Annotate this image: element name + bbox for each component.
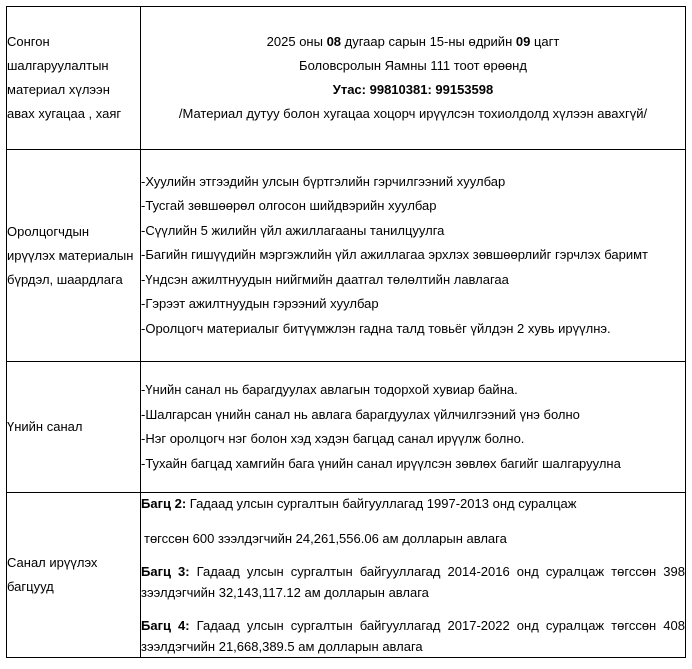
datetime-hour: 09 (515, 34, 531, 49)
tender-info-table (6, 6, 686, 658)
package-name: Багц 2: (141, 496, 187, 511)
price-offer-label: Үнийн санал (7, 362, 141, 493)
list-item: -Оролцогч материалыг битүүмжлэн гадна талд товьёг үйлдэн 2 хувь ирүүлнэ. (141, 320, 611, 336)
list-item: -Нэг оролцогч нэг болон хэд хэдэн багцад санал ирүүлж болно. (141, 431, 525, 446)
list-item: -Багийн гишүүдийн мэргэжлийн үйл ажиллагаа эрхлэх зөвшөөрлийг гэрчлэх баримт (141, 247, 648, 263)
table-row (7, 493, 686, 658)
list-item: -Шалгарсан үнийн санал нь авлага барагдуулах үйлчилгээний үнэ болно (141, 406, 580, 422)
packages-label: Санал ирүүлэх багцууд (7, 493, 141, 658)
datetime-part: дугаар сарын 15-ны өдрийн (341, 34, 516, 49)
table-row (7, 150, 686, 362)
list-item: -Сүүлийн 5 жилийн үйл ажиллагааны танилцуулга (141, 222, 445, 238)
table-row (7, 7, 686, 150)
list-item: -Тухайн багцад хамгийн бага үнийн санал ирүүлсэн зөвлөх багийг шалгаруулна (141, 455, 621, 471)
datetime-part: цагт (530, 34, 560, 49)
list-item: -Тусгай зөвшөөрөл олгосон шийдвэрийн хуулбар (141, 198, 437, 214)
datetime-part: 2025 оны (266, 34, 327, 49)
packages-list (141, 493, 686, 658)
list-item: -Гэрээт ажилтнуудын гэрээний хуулбар (141, 296, 379, 312)
package-4 (141, 615, 685, 657)
required-materials-label: Оролцогчдын ирүүлэх материалын бүрдэл, шаардлага (7, 150, 141, 362)
package-text: Гадаад улсын сургалтын байгууллагад 2017-2022 онд суралцаж төгссөн 408 зээлдэгчийн 21,668,389.5 ам долларын авлага (141, 618, 685, 654)
package-text: Гадаад улсын сургалтын байгууллагад 2014-2016 онд суралцаж төгссөн 398 зээлдэгчийн 32,143,117.12 ам долларын авлага (141, 564, 685, 600)
required-materials-list (141, 150, 686, 362)
submission-address: Боловсролын Яамны 111 тоот өрөөнд (299, 58, 527, 73)
contact-phone: Утас: 99810381: 99153598 (332, 82, 494, 97)
package-name: Багц 3: (141, 564, 190, 579)
package-3 (141, 561, 685, 603)
table-row (7, 362, 686, 493)
list-item: -Үндсэн ажилтнуудын нийгмийн даатгал төлөлтийн лавлагаа (141, 271, 509, 287)
datetime-month: 08 (326, 34, 342, 49)
submission-deadline-value (141, 7, 686, 150)
package-name: Багц 4: (141, 618, 190, 633)
submission-note: /Материал дутуу болон хугацаа хоцорч ирүүлсэн тохиолдолд хүлээн авахгүй/ (178, 106, 648, 121)
submission-datetime (141, 30, 685, 54)
list-item: -Үнийн санал нь барагдуулах авлагын тодорхой хувиар байна. (141, 382, 518, 397)
submission-deadline-label: Сонгон шалгаруулалтын материал хүлээн авах хугацаа , хаяг (7, 7, 141, 150)
list-item: -Хуулийн этгээдийн улсын бүртгэлийн гэрчилгээний хуулбар (141, 173, 506, 189)
package-2-continued: төгссөн 600 зээлдэгчийн 24,261,556.06 ам долларын авлага (144, 531, 507, 546)
price-offer-list (141, 362, 686, 493)
package-text: Гадаад улсын сургалтын байгууллагад 1997-2013 онд суралцаж (186, 496, 577, 511)
package-2 (141, 493, 685, 514)
